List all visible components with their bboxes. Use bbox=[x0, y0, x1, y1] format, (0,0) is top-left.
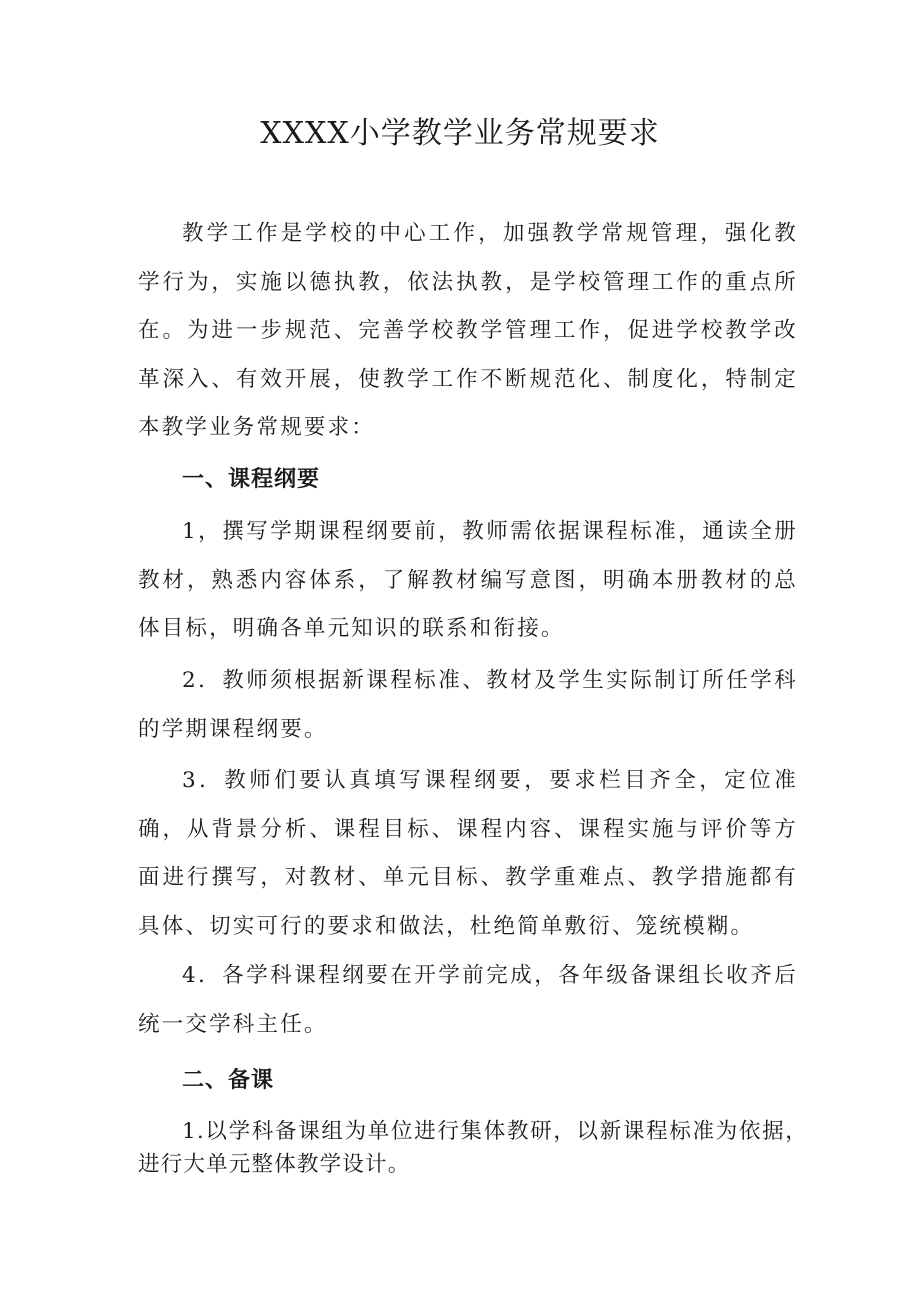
section-heading-lesson-prep: 二、备课 bbox=[182, 1068, 275, 1093]
course-outline-item-3: 3．教师们要认真填写课程纲要，要求栏目齐全，定位准确，从背景分析、课程目标、课程内容、课程实施与评价等方面进行撰写，对教材、单元目标、教学重难点、教学措施都有具体、切实可行的要求和做法，杜绝简单敷衍、笼统模糊。 bbox=[138, 768, 798, 939]
course-outline-item-1: 1，撰写学期课程纲要前，教师需依据课程标准，通读全册教材，熟悉内容体系，了解教材编写意图，明确本册教材的总体目标，明确各单元知识的联系和衔接。 bbox=[138, 519, 798, 641]
lesson-prep-item-1: 1.以学科备课组为单位进行集体教研，以新课程标准为依据，进行大单元整体教学设计。 bbox=[138, 1119, 808, 1177]
document-title: XXXX小学教学业务常规要求 bbox=[260, 116, 660, 151]
course-outline-item-2: 2．教师须根据新课程标准、教材及学生实际制订所任学科的学期课程纲要。 bbox=[138, 668, 798, 742]
course-outline-item-4: 4．各学科课程纲要在开学前完成，各年级备课组长收齐后统一交学科主任。 bbox=[138, 963, 798, 1037]
section-heading-course-outline: 一、课程纲要 bbox=[182, 467, 321, 492]
intro-paragraph: 教学工作是学校的中心工作，加强教学常规管理，强化教学行为，实施以德执教，依法执教，是学校管理工作的重点所在。为进一步规范、完善学校教学管理工作，促进学校教学改革深入、有效开展，使教学工作不断规范化、制度化，特制定本教学业务常规要求： bbox=[138, 221, 798, 440]
